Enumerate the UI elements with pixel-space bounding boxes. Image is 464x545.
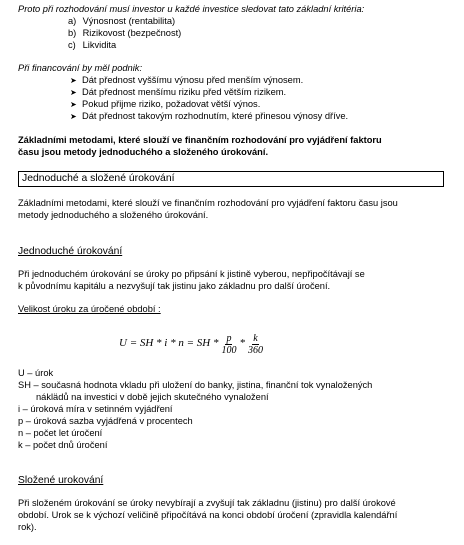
criteria-item-b (68, 28, 181, 40)
financing-item-text: Dát přednost takovým rozhodnutím, které přinesou výnosy dříve. (82, 111, 349, 121)
criteria-item-c (68, 40, 116, 52)
arrow-bullet-icon: ➤ (70, 112, 77, 121)
financing-item (70, 87, 286, 99)
financing-item (70, 111, 348, 123)
financing-item (70, 75, 303, 87)
legend-line: i – úroková míra v setinném vyjádření (18, 404, 173, 414)
legend-line: SH – současná hodnota vkladu při uložení do banky, jistina, finanční tok vynaložených (18, 380, 373, 390)
criteria-marker: b) (68, 28, 77, 38)
interest-formula (119, 329, 266, 359)
criteria-item-a (68, 16, 175, 28)
compound-interest-heading: Složené urokování (18, 475, 104, 486)
simple-text-line: Při jednoduchém úrokování se úroky po připsání k jistině vyberou, nepřipočítávají se (18, 269, 365, 279)
summary-bold-line: času jsou metody jednoduchého a složeného úrokování. (18, 147, 269, 157)
criteria-label: Rizikovost (bezpečnost) (82, 28, 182, 38)
legend-line: náklädů na investici v době jejich skutečného vynaložení (36, 392, 269, 402)
compound-text-line: Při složeném úrokování se úroky nevybírají a zvyšují tak základnu (jistinu) pro další úrokové (18, 498, 396, 508)
section-heading-box (18, 171, 444, 187)
financing-item-text: Pokud přijme riziko, požadovat větší výnos. (82, 99, 261, 109)
fraction-numerator: k (253, 332, 258, 344)
legend-line: U – úrok (18, 368, 54, 378)
section-heading: Jednoduché a složené úrokování (22, 173, 175, 184)
criteria-marker: c) (68, 40, 76, 50)
section-intro-line: metody jednoduchého a složeného úrokování. (18, 210, 209, 220)
financing-item (70, 99, 260, 111)
legend-line: k – počet dnů úročení (18, 440, 108, 450)
arrow-bullet-icon: ➤ (70, 76, 77, 85)
simple-text-line: k původnímu kapitálu a nezvyšují tak jistinu jako základnu pro další úročení. (18, 281, 331, 291)
section-intro-line: Základními metodami, které slouží ve finančním rozhodování pro vyjádření faktoru času jsou (18, 198, 398, 208)
intro-line: Proto při rozhodování musí investor u každé investice sledovat tato základní kritéria: (18, 4, 365, 14)
legend-line: n – počet let úročení (18, 428, 103, 438)
financing-title: Při financování by měl podnik: (18, 63, 143, 73)
fraction-denominator: 360 (247, 344, 263, 356)
criteria-marker: a) (68, 16, 77, 26)
compound-text-line: období. Urok se k výchozí veličině připočítává na konci období úročení (zpravidla kalendářní (18, 510, 398, 520)
arrow-bullet-icon: ➤ (70, 100, 77, 109)
financing-item-text: Dát přednost menšímu riziku před větším rizikem. (82, 87, 287, 97)
formula-fraction-k (247, 333, 264, 356)
summary-bold-line: Základními metodami, které slouží ve finančním rozhodování pro vyjádření faktoru (18, 135, 382, 145)
arrow-bullet-icon: ➤ (70, 88, 77, 97)
compound-text-line: rok). (18, 522, 37, 532)
formula-lhs: U = SH * i * n = SH * (119, 337, 219, 350)
criteria-label: Likvidita (82, 40, 117, 50)
formula-operator: * (239, 337, 245, 350)
fraction-numerator: p (226, 332, 232, 344)
formula-fraction-p (220, 333, 237, 356)
fraction-denominator: 100 (221, 344, 237, 356)
financing-item-text: Dát přednost vyššímu výnosu před menším výnosem. (82, 75, 304, 85)
simple-interest-heading: Jednoduché úrokování (18, 246, 123, 257)
interest-subheading: Velikost úroku za úročené období : (18, 304, 161, 314)
criteria-label: Výnosnost (rentabilita) (82, 16, 176, 26)
legend-line: p – úroková sazba vyjádřená v procentech (18, 416, 193, 426)
